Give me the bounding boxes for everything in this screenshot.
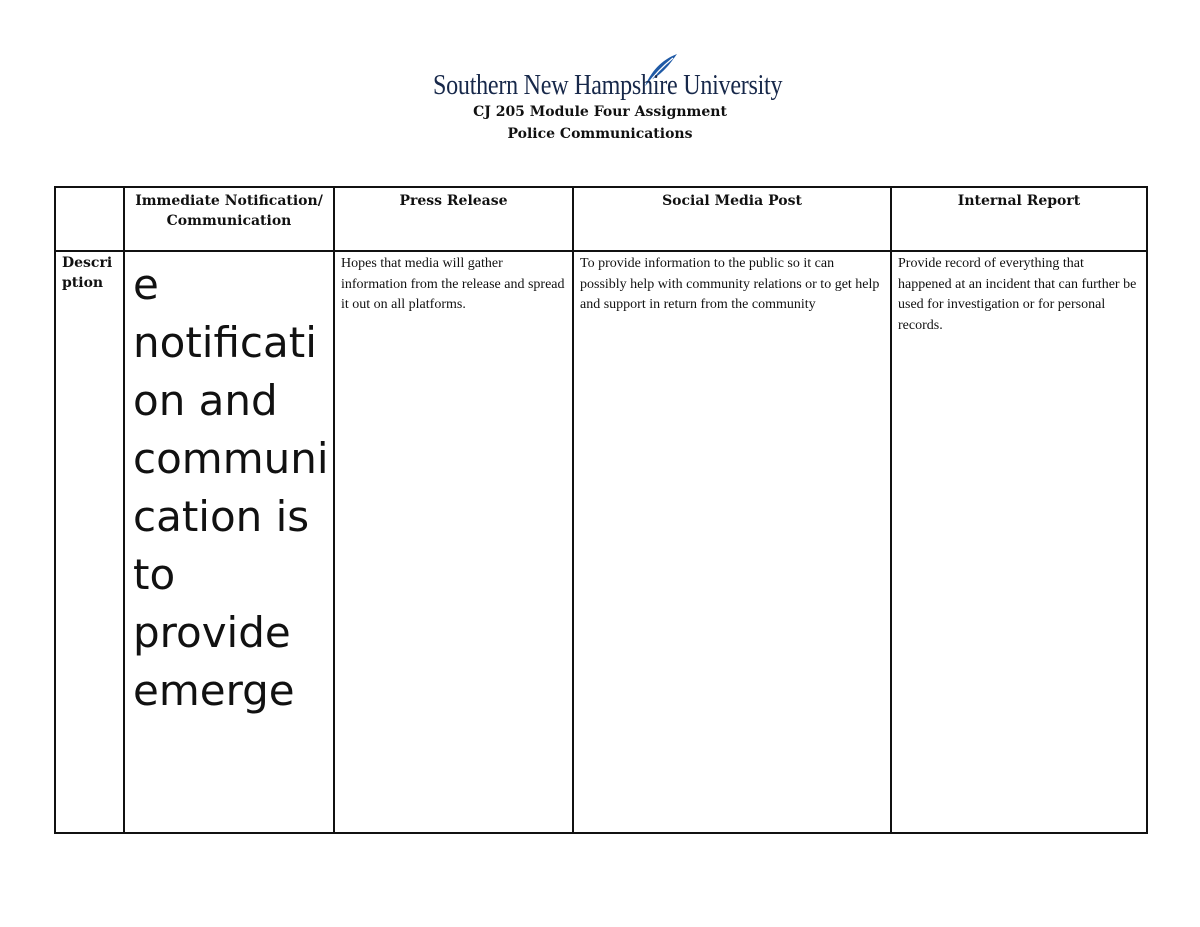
table-header-row: [55, 187, 1147, 251]
cell-immediate-notification: [124, 251, 334, 833]
header-cell-empty: [55, 187, 124, 251]
communications-table: [54, 186, 1148, 834]
document-subtitle: Police Communications: [507, 126, 693, 142]
header-press-release: Press Release: [334, 187, 573, 251]
logo-wordmark: Southern New Hampshire University: [433, 70, 783, 101]
university-logo: [433, 52, 783, 104]
cell-press-release: Hopes that media will gather information from the release and spread it out on all platforms.: [334, 251, 573, 833]
document-title: CJ 205 Module Four Assignment: [473, 104, 727, 120]
table-row: [55, 251, 1147, 833]
cell-internal-report: Provide record of everything that happened at an incident that can further be used for investigation or for personal records.: [891, 251, 1147, 833]
cell-social-media-post: To provide information to the public so it can possibly help with community relations or to get help and support in return from the community: [573, 251, 891, 833]
header-social-media-post: Social Media Post: [573, 187, 891, 251]
header-immediate-notification: Immediate Notification/Communication: [124, 187, 334, 251]
immediate-notification-text: e notification and communication is to provide emerge: [133, 260, 329, 715]
row-label-description: Description: [55, 251, 124, 833]
header-internal-report: Internal Report: [891, 187, 1147, 251]
